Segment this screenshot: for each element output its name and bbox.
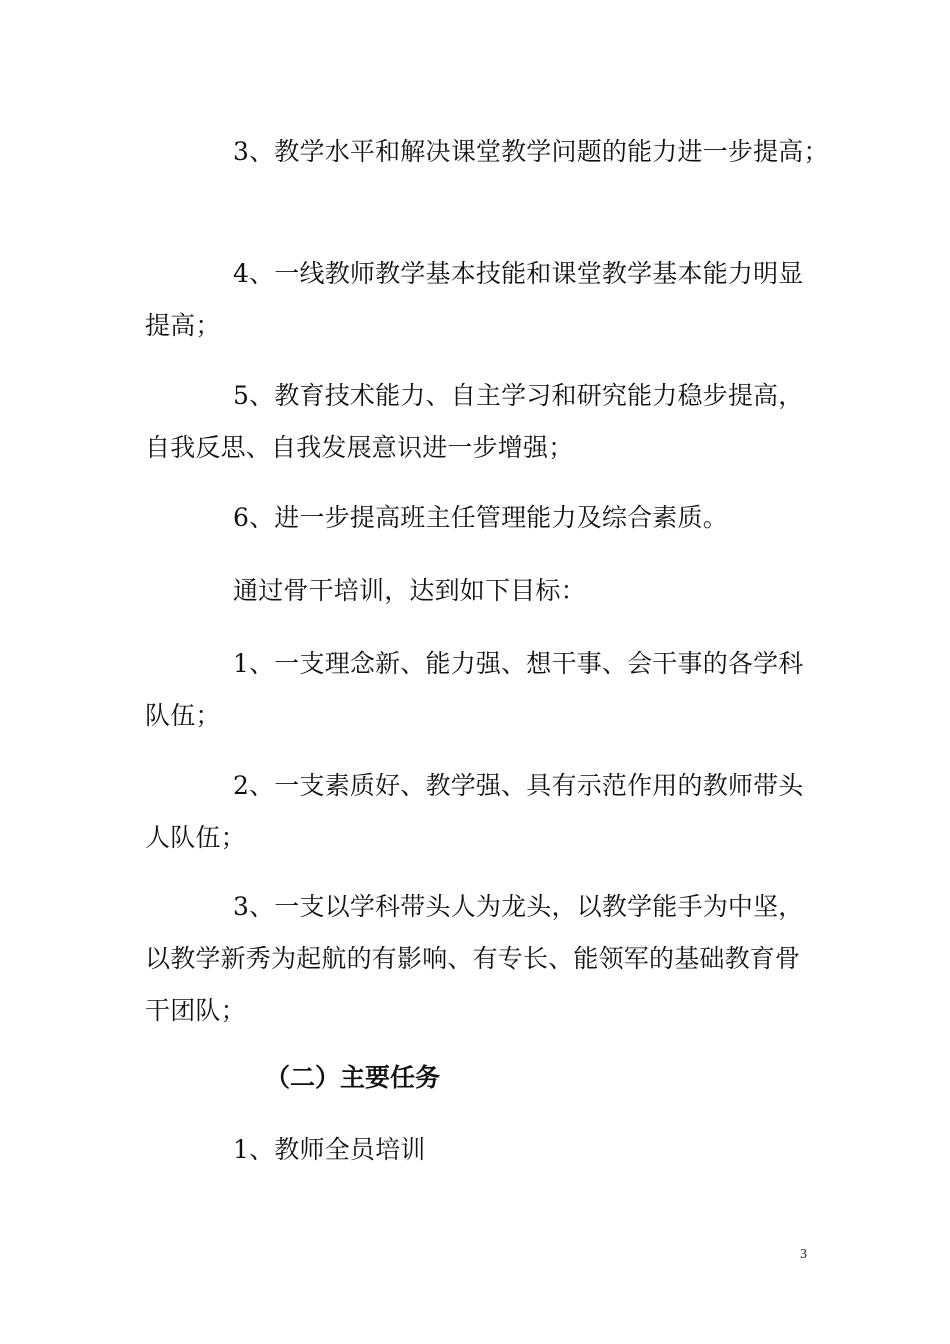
page-number: 3 (800, 1247, 807, 1262)
paragraph-goal-5: 5、教育技术能力、自主学习和研究能力稳步提高，自我反思、自我发展意识进一步增强； (145, 381, 804, 462)
paragraph-goal-3: 3、教学水平和解决课堂教学问题的能力进一步提高； (233, 137, 829, 166)
paragraph-goal-6: 6、进一步提高班主任管理能力及综合素质。 (233, 503, 728, 532)
paragraph-backbone-2: 2、一支素质好、教学强、具有示范作用的教师带头人队伍； (145, 771, 804, 852)
sub-item-title: 1、教师全员培训 (233, 1135, 426, 1164)
paragraph-backbone-intro: 通过骨干培训，达到如下目标： (233, 576, 586, 605)
paragraph-backbone-1: 1、一支理念新、能力强、想干事、会干事的各学科队伍； (145, 649, 804, 730)
section-heading: （二）主要任务 (265, 1063, 441, 1092)
paragraph-backbone-3: 3、一支以学科带头人为龙头，以教学能手为中坚，以教学新秀为起航的有影响、有专长、能领军的基础教育骨干团队； (145, 892, 804, 1025)
paragraph-goal-4: 4、一线教师教学基本技能和课堂教学基本能力明显提高； (145, 259, 804, 340)
